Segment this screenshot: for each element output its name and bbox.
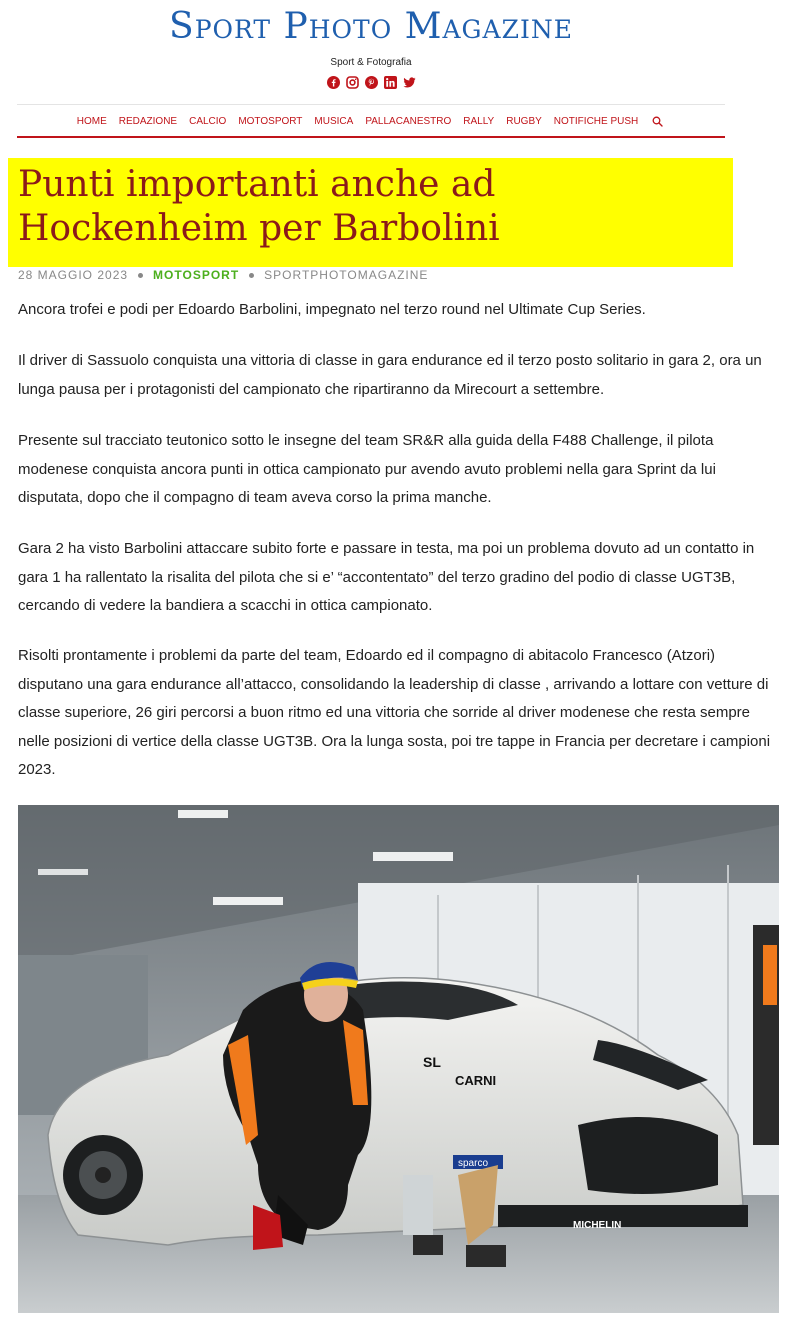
twitter-icon[interactable] bbox=[403, 76, 416, 89]
site-tagline: Sport & Fotografia bbox=[330, 57, 412, 68]
article-category[interactable]: MOTOSPORT bbox=[153, 268, 240, 282]
nav-pallacanestro[interactable]: PALLACANESTRO bbox=[365, 115, 452, 127]
pinterest-icon[interactable] bbox=[365, 76, 378, 89]
article-paragraph: Il driver di Sassuolo conquista una vittoria di classe in gara endurance ed il terzo posto solitario in gara 2, ora un lunga pausa per i protagonisti del campionato che ripartiranno da Mirecourt a settembre. bbox=[18, 352, 762, 398]
article-paragraph: Presente sul tracciato teutonico sotto le insegne del team SR&R alla guida della F488 Challenge, il pilota modenese conquista ancora punti in ottica campionato pur avendo avuto problemi nella gara Sprint da lui disputata, dopo che il compagno di team aveva corso la prima manche. bbox=[18, 432, 716, 506]
photo-sponsor-sl: SL bbox=[423, 1054, 441, 1070]
photo-race-car-driver bbox=[18, 805, 779, 1313]
header-divider bbox=[17, 104, 725, 105]
search-icon[interactable] bbox=[644, 116, 671, 127]
nav-rally[interactable]: RALLY bbox=[463, 115, 495, 127]
meta-separator bbox=[249, 273, 254, 278]
main-nav bbox=[17, 111, 725, 131]
instagram-icon[interactable] bbox=[346, 76, 359, 89]
article-title: Punti importanti anche ad Hockenheim per Barbolini bbox=[18, 164, 500, 249]
linkedin-icon[interactable] bbox=[384, 76, 397, 89]
nav-divider bbox=[17, 136, 725, 138]
meta-separator bbox=[138, 273, 143, 278]
nav-calcio[interactable]: CALCIO bbox=[189, 115, 227, 127]
nav-rugby[interactable]: RUGBY bbox=[506, 115, 542, 127]
article-author[interactable]: SPORTPHOTOMAGAZINE bbox=[264, 268, 429, 282]
social-links bbox=[0, 76, 742, 89]
nav-home[interactable]: HOME bbox=[76, 115, 107, 127]
photo-sponsor-carni: CARNI bbox=[455, 1073, 497, 1088]
facebook-icon[interactable] bbox=[327, 76, 340, 89]
site-title[interactable]: Sport Photo Magazine bbox=[169, 6, 573, 47]
article-paragraph: Ancora trofei e podi per Edoardo Barbolini, impegnato nel terzo round nel Ultimate Cup Series. bbox=[18, 301, 646, 318]
article-paragraph: Gara 2 ha visto Barbolini attaccare subito forte e passare in testa, ma poi un problema dovuto ad un contatto in gara 1 ha rallentato la risalita del pilota che si e’ “accontentato” del terzo gradino del podio di classe UGT3B, cercando di vedere la bandiera a scacchi in ottica campionato. bbox=[18, 540, 755, 614]
article-meta bbox=[18, 268, 428, 282]
article-paragraph: Risolti prontamente i problemi da parte del team, Edoardo ed il compagno di abitacolo Francesco (Atzori) disputano una gara endurance all’attacco, consolidando la leadership di classe , arrivando a lottare con vetture di classe superiore, 26 giri percorsi a buon ritmo ed una vittoria che sorride al driver modenese che resta sempre nelle posizioni di vertice della classe UGT3B. Ora la lunga sosta, poi tre tappe in Francia per decretare i campioni 2023. bbox=[18, 647, 771, 778]
nav-notifiche-push[interactable]: NOTIFICHE PUSH bbox=[553, 115, 639, 127]
article-photo bbox=[18, 805, 779, 1313]
photo-sponsor-michelin: MICHELIN bbox=[573, 1220, 622, 1231]
article-date: 28 MAGGIO 2023 bbox=[18, 268, 129, 282]
nav-motosport[interactable]: MOTOSPORT bbox=[238, 115, 303, 127]
nav-redazione[interactable]: REDAZIONE bbox=[118, 115, 178, 127]
nav-musica[interactable]: MUSICA bbox=[314, 115, 354, 127]
photo-sponsor-sparco: sparco bbox=[458, 1158, 489, 1169]
